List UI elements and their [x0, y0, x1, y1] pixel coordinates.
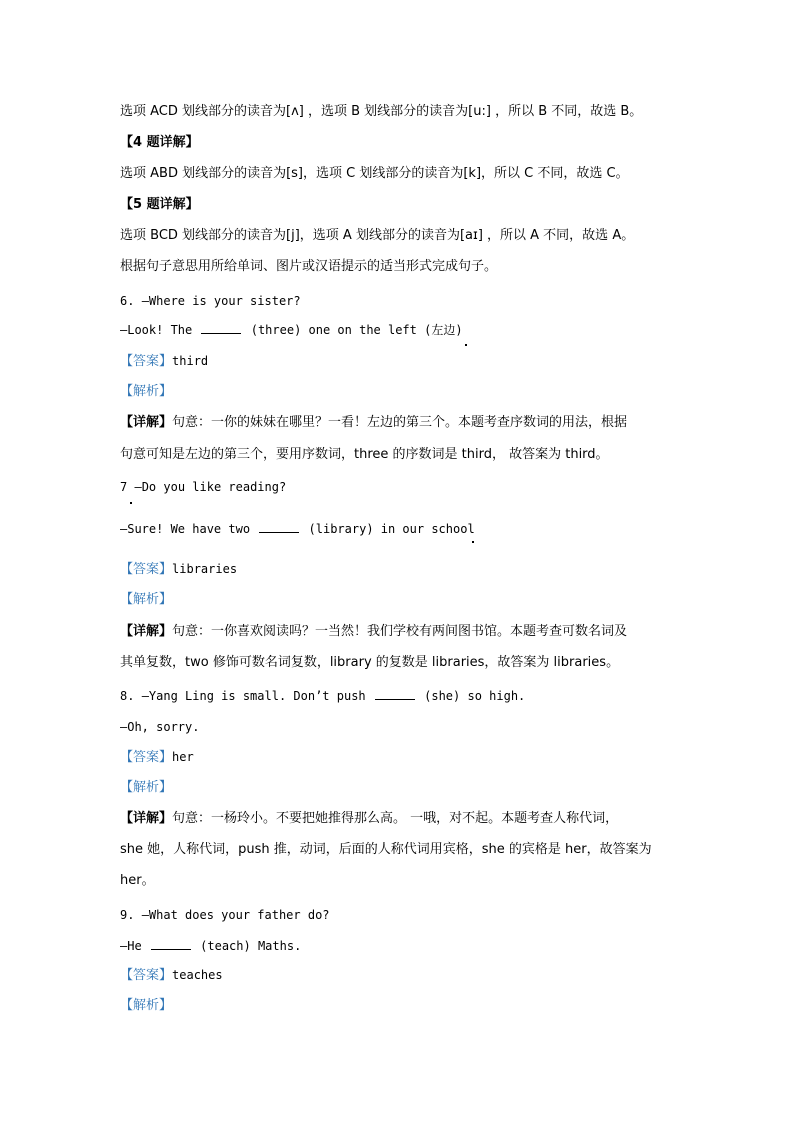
question-text-before: —He — [120, 939, 142, 953]
detail-label: 【详解】 — [120, 415, 173, 430]
detail-text: 句意：一杨玲小。不要把她推得那么高。 一哦，对不起。本题考查人称代词， — [172, 811, 619, 826]
question-7-line2 — [120, 520, 475, 538]
question-text-before: —Sure! We have two — [120, 522, 251, 536]
question-6-answer — [120, 352, 208, 371]
detail-label: 【详解】 — [120, 811, 173, 826]
answer-label: 【答案】 — [120, 354, 173, 369]
answer-label: 【答案】 — [120, 750, 173, 765]
emphasis-dot — [465, 344, 467, 346]
question-text-after: (teach) Maths. — [200, 939, 302, 953]
question-6-analysis-label: 【解析】 — [120, 384, 173, 399]
question-7-answer — [120, 560, 237, 579]
q3-explanation: 选项 ACD 划线部分的读音为[ʌ] ，选项 B 划线部分的读音为[u:] ，所以 B 不同，故选 B。 — [120, 104, 643, 119]
answer-blank — [201, 321, 241, 334]
question-number: 9. — [120, 908, 135, 922]
question-number: 7 — [120, 480, 128, 494]
question-text-after: (library) in our school — [308, 522, 475, 536]
q5-detail-header: 【5 题详解】 — [120, 197, 199, 212]
question-text-after: (she) so high. — [424, 689, 526, 703]
answer-blank — [151, 937, 191, 950]
question-7-analysis-label: 【解析】 — [120, 592, 173, 607]
detail-text: 句意：一你的妹妹在哪里？一看！左边的第三个。本题考查序数词的用法，根据 — [172, 415, 628, 430]
answer-value: third — [172, 354, 209, 368]
answer-value: her — [172, 750, 194, 764]
answer-blank — [375, 687, 415, 700]
question-9-line2 — [120, 937, 301, 955]
question-9-answer — [120, 966, 223, 985]
answer-value: libraries — [172, 562, 238, 576]
question-7-line1 — [120, 478, 286, 496]
question-text-before: —Yang Ling is small. Don’t push — [141, 689, 366, 703]
answer-label: 【答案】 — [120, 968, 173, 983]
q5-explanation: 选项 BCD 划线部分的读音为[j]，选项 A 划线部分的读音为[aɪ] ，所以 A 不同，故选 A。 — [120, 228, 635, 243]
question-text-after: (three) one on the left (左边) — [250, 323, 463, 337]
emphasis-dot — [130, 502, 132, 504]
question-number: 8. — [120, 689, 135, 703]
question-9-line1 — [120, 906, 330, 924]
detail-label: 【详解】 — [120, 624, 173, 639]
q4-detail-header: 【4 题详解】 — [120, 135, 199, 150]
answer-blank — [259, 520, 299, 533]
question-number: 6. — [120, 294, 135, 308]
question-8-answer — [120, 748, 194, 767]
question-8-detail-line2: she 她，人称代词，push 推，动词，后面的人称代词用宾格，she 的宾格是 her，故答案为 — [120, 842, 652, 857]
question-text: —What does your father do? — [141, 908, 330, 922]
question-8-analysis-label: 【解析】 — [120, 780, 173, 795]
question-text: —Where is your sister? — [141, 294, 301, 308]
question-7-detail-line2: 其单复数，two 修饰可数名词复数，library 的复数是 libraries，故答案为 libraries。 — [120, 655, 620, 670]
question-6-line1 — [120, 292, 301, 310]
question-text: —Do you like reading? — [134, 480, 287, 494]
answer-label: 【答案】 — [120, 562, 173, 577]
answer-value: teaches — [172, 968, 223, 982]
question-6-detail-line1 — [120, 414, 627, 432]
q4-explanation: 选项 ABD 划线部分的读音为[s]，选项 C 划线部分的读音为[k]，所以 C 不同，故选 C。 — [120, 166, 629, 181]
detail-text: 句意：一你喜欢阅读吗？一当然！我们学校有两间图书馆。本题考查可数名词及 — [172, 624, 628, 639]
question-8-detail-line1 — [120, 810, 618, 828]
question-8-line1 — [120, 687, 525, 705]
question-8-detail-line3: her。 — [120, 873, 155, 888]
emphasis-dot — [472, 541, 474, 543]
question-8-line2: —Oh, sorry. — [120, 720, 200, 734]
question-6-detail-line2: 句意可知是左边的第三个，要用序数词，three 的序数词是 third， 故答案为 third。 — [120, 447, 609, 462]
question-7-detail-line1 — [120, 623, 627, 641]
question-9-analysis-label: 【解析】 — [120, 998, 173, 1013]
question-6-line2 — [120, 321, 463, 339]
section-instruction: 根据句子意思用所给单词、图片或汉语提示的适当形式完成句子。 — [120, 259, 498, 274]
question-text-before: —Look! The — [120, 323, 193, 337]
